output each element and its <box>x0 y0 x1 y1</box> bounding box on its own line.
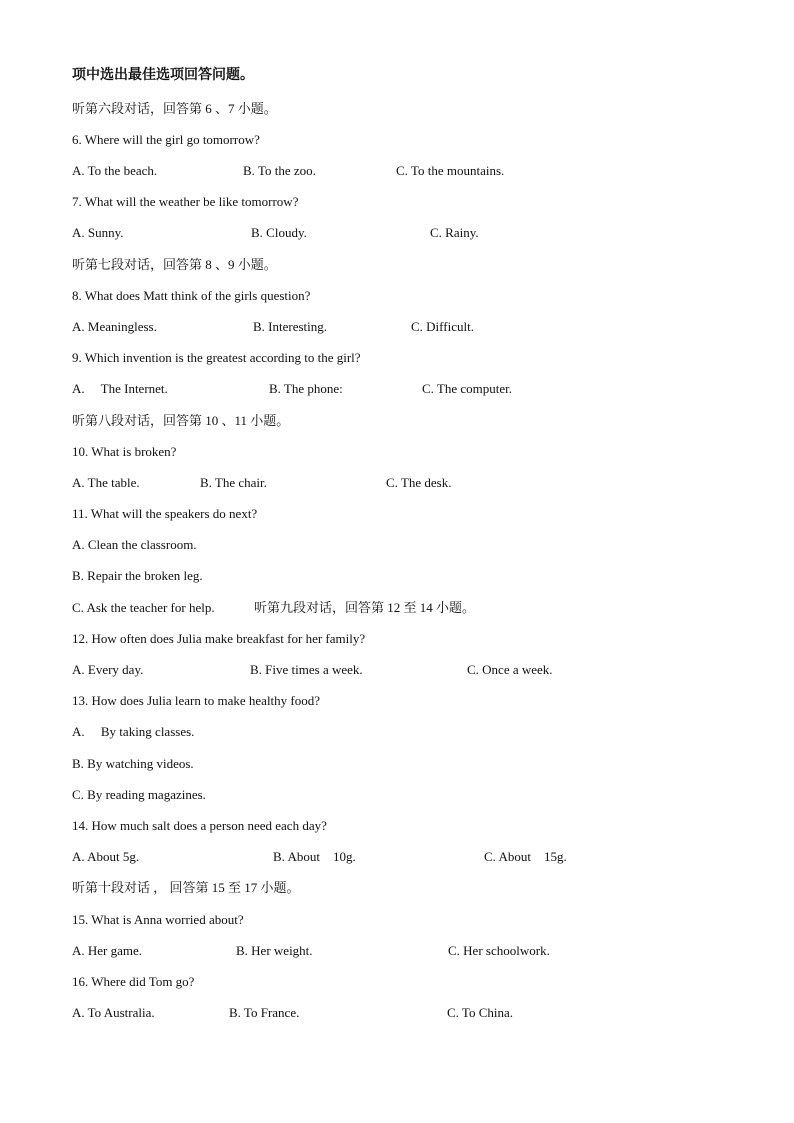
option-12b: B. Five times a week. <box>250 662 363 677</box>
section-instruction-9: 听第九段对话，回答第 12 至 14 小题。 <box>254 600 476 615</box>
option-14b: B. About 10g. <box>273 849 356 864</box>
option-14c: C. About 15g. <box>484 849 567 864</box>
question-15: 15. What is Anna worried about? <box>72 912 244 927</box>
option-7c: C. Rainy. <box>430 225 479 240</box>
option-10c: C. The desk. <box>386 475 452 490</box>
option-15b: B. Her weight. <box>236 943 313 958</box>
question-13: 13. How does Julia learn to make healthy food? <box>72 693 321 708</box>
option-13a: A. By taking classes. <box>72 724 195 739</box>
question-12: 12. How often does Julia make breakfast for her family? <box>72 631 366 646</box>
option-16a: A. To Australia. <box>72 1005 155 1020</box>
option-11a: A. Clean the classroom. <box>72 537 197 552</box>
question-8: 8. What does Matt think of the girls question? <box>72 288 311 303</box>
option-10a: A. The table. <box>72 475 140 490</box>
option-6a: A. To the beach. <box>72 163 158 178</box>
question-10: 10. What is broken? <box>72 444 177 459</box>
option-11c: C. Ask the teacher for help. <box>72 600 215 615</box>
section-instruction-7: 听第七段对话，回答第 8 、9 小题。 <box>72 257 277 272</box>
option-12c: C. Once a week. <box>467 662 553 677</box>
option-6b: B. To the zoo. <box>243 163 316 178</box>
option-15a: A. Her game. <box>72 943 143 958</box>
option-9b: B. The phone: <box>269 381 343 396</box>
option-10b: B. The chair. <box>200 475 267 490</box>
option-14a: A. About 5g. <box>72 849 140 864</box>
option-13c: C. By reading magazines. <box>72 787 206 802</box>
option-13b: B. By watching videos. <box>72 756 194 771</box>
option-7b: B. Cloudy. <box>251 225 307 240</box>
question-16: 16. Where did Tom go? <box>72 974 195 989</box>
option-16c: C. To China. <box>447 1005 514 1020</box>
section-heading: 项中选出最佳选项回答问题。 <box>72 68 254 83</box>
option-15c: C. Her schoolwork. <box>448 943 550 958</box>
option-9a: A. The Internet. <box>72 381 168 396</box>
question-6: 6. Where will the girl go tomorrow? <box>72 132 260 147</box>
question-11: 11. What will the speakers do next? <box>72 506 258 521</box>
option-12a: A. Every day. <box>72 662 144 677</box>
section-instruction-6: 听第六段对话，回答第 6 、7 小题。 <box>72 101 277 116</box>
option-16b: B. To France. <box>229 1005 300 1020</box>
option-8c: C. Difficult. <box>411 319 474 334</box>
question-7: 7. What will the weather be like tomorrow? <box>72 194 299 209</box>
section-instruction-10: 听第十段对话 ， 回答第 15 至 17 小题。 <box>72 880 300 895</box>
option-8a: A. Meaningless. <box>72 319 157 334</box>
question-14: 14. How much salt does a person need each day? <box>72 818 327 833</box>
option-7a: A. Sunny. <box>72 225 124 240</box>
section-instruction-8: 听第八段对话，回答第 10 、11 小题。 <box>72 413 290 428</box>
option-11b: B. Repair the broken leg. <box>72 568 203 583</box>
option-9c: C. The computer. <box>422 381 513 396</box>
option-6c: C. To the mountains. <box>396 163 505 178</box>
option-8b: B. Interesting. <box>253 319 328 334</box>
question-9: 9. Which invention is the greatest according to the girl? <box>72 350 361 365</box>
